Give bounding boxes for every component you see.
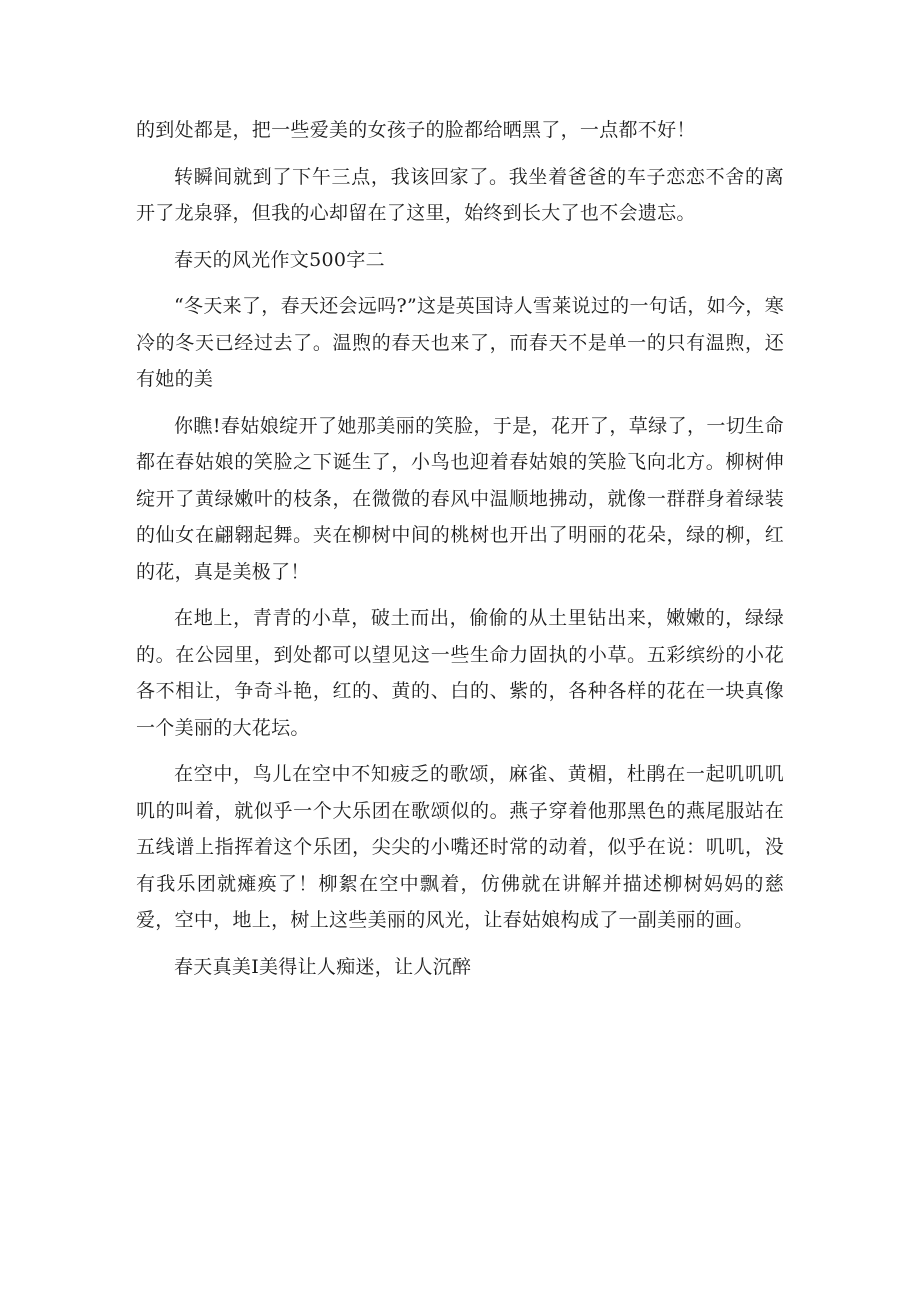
paragraph-in-sky: 在空中，鸟儿在空中不知疲乏的歌颂，麻雀、黄楣，杜鹃在一起叽叽叽叽的叫着，就似乎一个大乐团在歌颂似的。燕子穿着他那黑色的燕尾服站在五线谱上指挥着这个乐团，尖尖的小嘴还时常的动着，似乎在说：叽叽，没有我乐团就瘫痪了！柳絮在空中飘着，仿佛就在讲解并描述柳树妈妈的慈爱，空中，地上，树上这些美丽的风光，让春姑娘构成了一副美丽的画。 — [136, 763, 784, 931]
paragraph-continuation: 的到处都是，把一些爱美的女孩子的脸都给晒黑了，一点都不好！ — [136, 119, 696, 141]
paragraph-on-ground: 在地上，青青的小草，破土而出，偷偷的从土里钻出来，嫩嫩的，绿绿的。在公园里，到处都可以望见这一些生命力固执的小草。五彩缤纷的小花各不相让，争奇斗艳，红的、黄的、白的、紫的，各种各样的花在一块真像一个美丽的大花坛。 — [136, 607, 784, 739]
paragraph-spring-girl: 你瞧!春姑娘绽开了她那美丽的笑脸，于是，花开了，草绿了，一切生命都在春姑娘的笑脸之下诞生了，小鸟也迎着春姑娘的笑脸飞向北方。柳树伸绽开了黄绿嫩叶的枝条，在微微的春风中温顺地拂动，就像一群群身着绿装的仙女在翩翱起舞。夹在柳树中间的桃树也开出了明丽的花朵，绿的柳，红的花，真是美极了！ — [136, 414, 784, 583]
paragraph-shelley-quote: “冬天来了，春天还会远吗?”这是英国诗人雪莱说过的一句话，如今，寒冷的冬天已经过去了。温煦的春天也来了，而春天不是单一的只有温煦，还有她的美 — [136, 295, 784, 390]
section-heading: 春天的风光作文500字二 — [174, 248, 385, 271]
paragraph-closing: 春天真美I美得让人痴迷，让人沉醉 — [174, 955, 472, 978]
document-body — [136, 112, 784, 995]
paragraph-going-home: 转瞬间就到了下午三点，我该回家了。我坐着爸爸的车子恋恋不舍的离开了龙泉驿，但我的心却留在了这里，始终到长大了也不会遗忘。 — [136, 165, 784, 224]
